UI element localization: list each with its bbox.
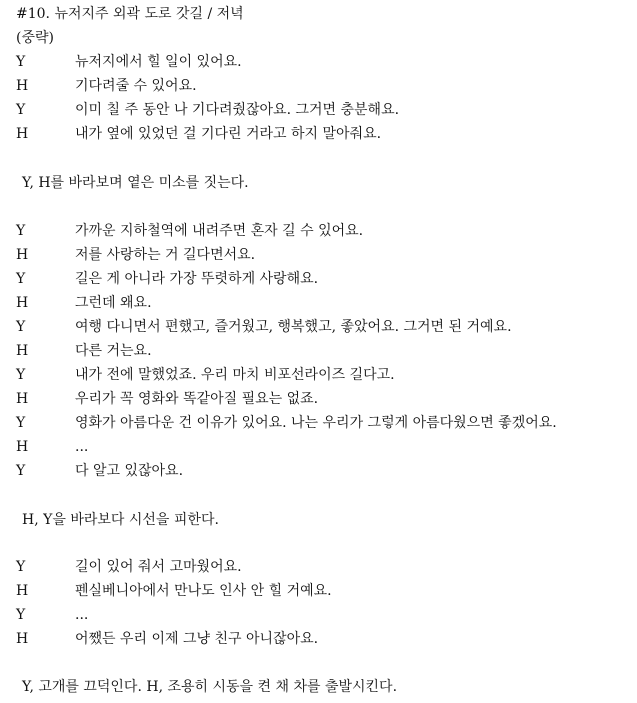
speaker: Y: [16, 367, 26, 383]
speaker: H: [16, 247, 29, 263]
speaker: Y: [16, 559, 26, 575]
speaker: Y: [16, 319, 26, 335]
dialogue-line: [0, 436, 637, 458]
dialogue-line: [0, 316, 637, 338]
speaker: H: [16, 126, 29, 142]
dialogue-line: [0, 220, 637, 242]
dialogue-line: [0, 244, 637, 266]
speaker: Y: [16, 223, 26, 239]
speaker: Y: [16, 54, 26, 70]
dialogue-text: 펜실베니아에서 만나도 인사 안 힐 거예요.: [75, 583, 332, 599]
dialogue-text: 다 알고 있잖아요.: [75, 463, 184, 479]
dialogue-text: 다른 거는요.: [75, 343, 152, 359]
dialogue-text: 저를 사랑하는 거 길다면서요.: [75, 247, 256, 263]
speaker: H: [16, 631, 29, 647]
dialogue-line: [0, 364, 637, 386]
speaker: Y: [16, 607, 26, 623]
dialogue-text: 뉴저지에서 힐 일이 있어요.: [75, 54, 242, 70]
dialogue-line: [0, 580, 637, 602]
scene-heading: #10. 뉴저지주 외곽 도로 갓길 / 저녁: [16, 6, 244, 22]
action-line: Y, 고개를 끄덕인다. H, 조용히 시동을 켠 채 차를 출발시킨다.: [22, 679, 398, 695]
dialogue-text: 영화가 아름다운 건 이유가 있어요. 나는 우리가 그렇게 아름다웠으면 좋겠어요.: [75, 415, 557, 431]
dialogue-line: [0, 412, 637, 434]
dialogue-text: ...: [75, 607, 89, 623]
dialogue-text: 길은 게 아니라 가장 뚜렷하게 사랑해요.: [75, 271, 319, 287]
dialogue-text: 길이 있어 줘서 고마웠어요.: [75, 559, 242, 575]
speaker: Y: [16, 463, 26, 479]
speaker: H: [16, 295, 29, 311]
omitted-note: (중략): [16, 30, 54, 46]
speaker: Y: [16, 102, 26, 118]
dialogue-text: 어쨌든 우리 이제 그냥 친구 아니잖아요.: [75, 631, 319, 647]
dialogue-line: [0, 75, 637, 97]
dialogue-text: 가까운 지하철역에 내려주면 혼자 길 수 있어요.: [75, 223, 364, 239]
dialogue-text: 내가 전에 말했었죠. 우리 마치 비포선라이즈 길다고.: [75, 367, 395, 383]
dialogue-text: 여행 다니면서 편했고, 즐거웠고, 행복했고, 좋았어요. 그거면 된 거예요.: [75, 319, 512, 335]
dialogue-text: 내가 옆에 있었던 걸 기다린 거라고 하지 말아줘요.: [75, 126, 382, 142]
speaker: H: [16, 439, 29, 455]
dialogue-text: 이미 칠 주 동안 나 기다려줬잖아요. 그거면 충분해요.: [75, 102, 400, 118]
speaker: H: [16, 391, 29, 407]
dialogue-line: [0, 556, 637, 578]
speaker: H: [16, 343, 29, 359]
dialogue-line: [0, 268, 637, 290]
dialogue-line: [0, 628, 637, 650]
action-line: Y, H를 바라보며 옅은 미소를 짓는다.: [22, 175, 249, 191]
dialogue-line: [0, 123, 637, 145]
dialogue-line: [0, 292, 637, 314]
dialogue-line: [0, 340, 637, 362]
dialogue-text: 기다려줄 수 있어요.: [75, 78, 197, 94]
dialogue-line: [0, 51, 637, 73]
dialogue-text: 그런데 왜요.: [75, 295, 152, 311]
dialogue-line: [0, 604, 637, 626]
speaker: H: [16, 583, 29, 599]
speaker: Y: [16, 415, 26, 431]
speaker: Y: [16, 271, 26, 287]
dialogue-text: ...: [75, 439, 89, 455]
speaker: H: [16, 78, 29, 94]
dialogue-text: 우리가 꼭 영화와 똑같아질 필요는 없죠.: [75, 391, 319, 407]
dialogue-line: [0, 388, 637, 410]
action-line: H, Y을 바라보다 시선을 피한다.: [22, 512, 219, 528]
dialogue-line: [0, 99, 637, 121]
dialogue-line: [0, 460, 637, 482]
